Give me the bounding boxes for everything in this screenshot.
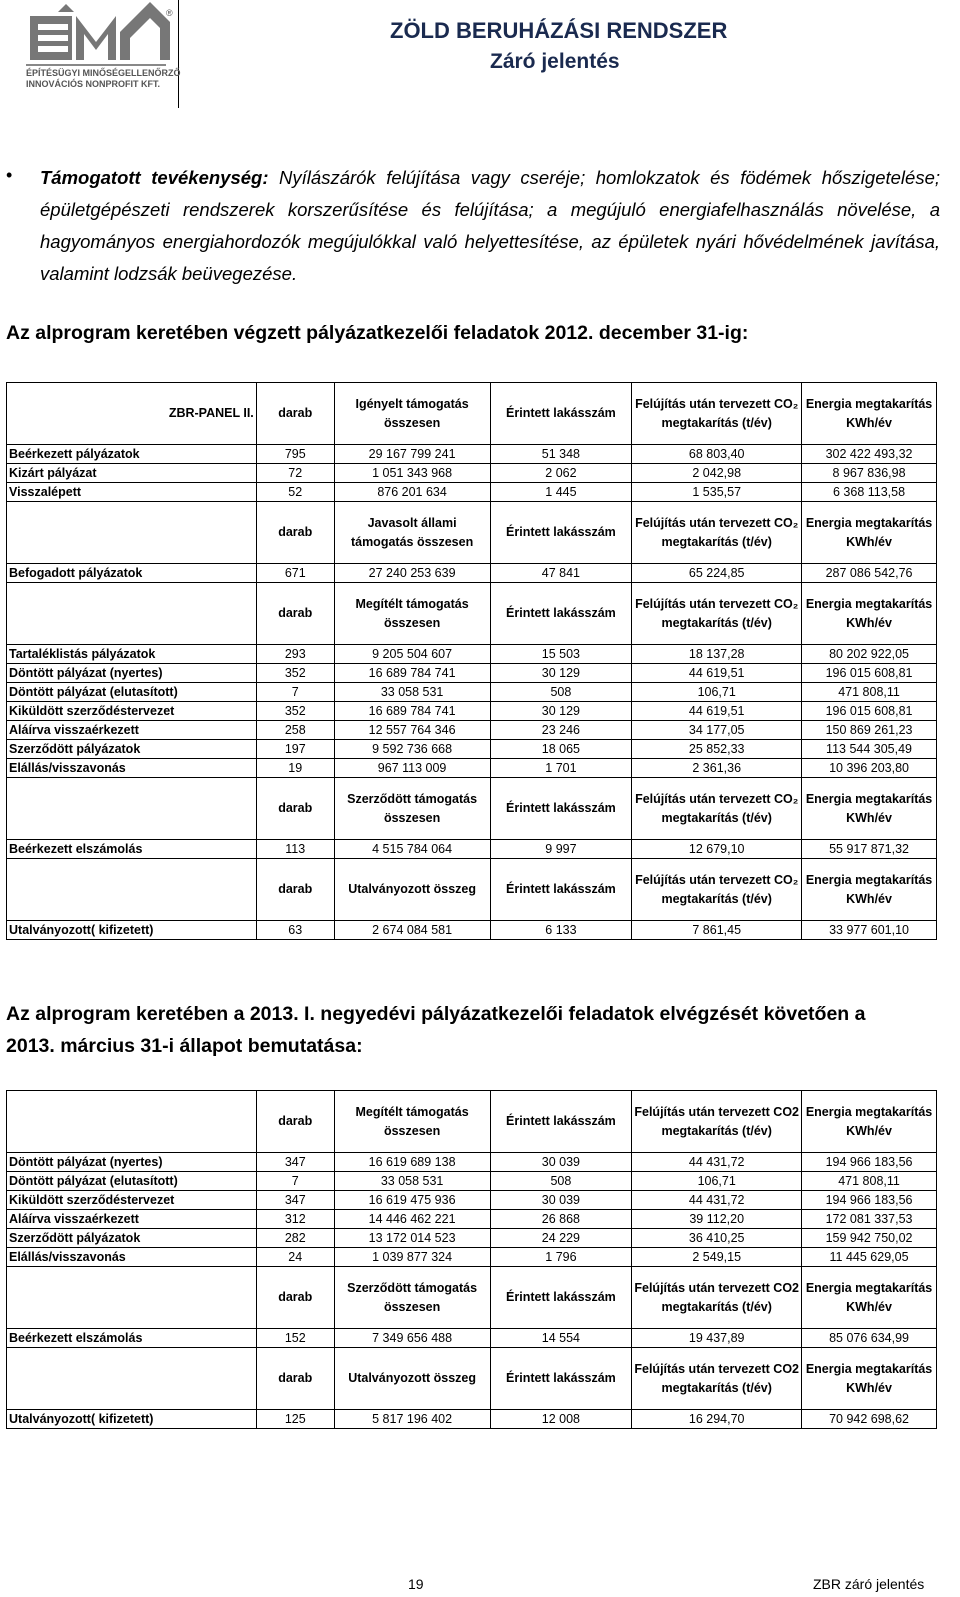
table-cell: 36 410,25 [632,1229,802,1248]
intro-bold: Támogatott tevékenység: [40,167,269,188]
table-row [7,1248,937,1267]
header-cell: Érintett lakásszám [490,1091,632,1153]
header-cell: Utalványozott összeg [334,859,490,921]
header-cell: Felújítás után tervezett CO₂ megtakarítás (t/év) [632,859,802,921]
row-label: Befogadott pályázatok [7,564,257,583]
table-cell: 347 [256,1191,334,1210]
table-cell: 1 701 [490,759,632,778]
table-row [7,445,937,464]
table-cell: 113 [256,840,334,859]
row-label: Utalványozott( kifizetett) [7,921,257,940]
table-cell: 19 437,89 [632,1329,802,1348]
row-label: Visszalépett [7,483,257,502]
table-cell: 65 224,85 [632,564,802,583]
table-cell: 2 042,98 [632,464,802,483]
table-cell: 72 [256,464,334,483]
table-row [7,683,937,702]
page-header [0,0,960,110]
table-cell: 30 039 [490,1153,632,1172]
header-cell: Felújítás után tervezett CO2 megtakarítás (t/év) [632,1267,802,1329]
table-row [7,840,937,859]
header-cell: Energia megtakarítás KWh/év [802,583,937,645]
table-cell: 11 445 629,05 [802,1248,937,1267]
table-cell: 967 113 009 [334,759,490,778]
header-cell: ZBR-PANEL II. [7,383,257,445]
table-row [7,702,937,721]
header-cell: Érintett lakásszám [490,583,632,645]
table-2012 [6,382,937,940]
header-cell: Érintett lakásszám [490,502,632,564]
table-header-row [7,583,937,645]
table-cell: 30 129 [490,702,632,721]
table-cell: 52 [256,483,334,502]
logo-line2: INNOVÁCIÓS NONPROFIT KFT. [26,79,161,89]
header-cell: darab [256,859,334,921]
table-cell: 671 [256,564,334,583]
table-cell: 14 554 [490,1329,632,1348]
header-cell: Energia megtakarítás KWh/év [802,859,937,921]
table-row [7,1172,937,1191]
table-cell: 106,71 [632,683,802,702]
intro-paragraph [40,162,940,290]
table-cell: 14 446 462 221 [334,1210,490,1229]
table-cell: 4 515 784 064 [334,840,490,859]
header-cell: darab [256,1348,334,1410]
table-cell: 150 869 261,23 [802,721,937,740]
table-cell: 9 205 504 607 [334,645,490,664]
table-cell: 30 129 [490,664,632,683]
table-row [7,664,937,683]
header-cell: Felújítás után tervezett CO2 megtakarítás (t/év) [632,1091,802,1153]
table-header-row [7,1091,937,1153]
table-header-row [7,383,937,445]
header-cell: Érintett lakásszám [490,1348,632,1410]
table-cell: 12 679,10 [632,840,802,859]
emi-logo-mark [30,2,170,64]
table-cell: 9 592 736 668 [334,740,490,759]
header-cell: Energia megtakarítás KWh/év [802,502,937,564]
header-cell: Energia megtakarítás KWh/év [802,1091,937,1153]
table-row [7,564,937,583]
table-row [7,759,937,778]
header-cell: Felújítás után tervezett CO₂ megtakarítás (t/év) [632,383,802,445]
table-cell: 196 015 608,81 [802,702,937,721]
registered-icon: ® [166,8,173,18]
table-cell: 6 133 [490,921,632,940]
section2-title: Az alprogram keretében a 2013. I. negyedévi pályázatkezelői feladatok elvégzését követően a 2013. március 31-i állapot bemutatása: [6,1003,866,1057]
header-cell: Energia megtakarítás KWh/év [802,383,937,445]
header-cell [7,502,257,564]
table-cell: 172 081 337,53 [802,1210,937,1229]
table-row [7,1329,937,1348]
header-cell: Javasolt állami támogatás összesen [334,502,490,564]
table-cell: 508 [490,1172,632,1191]
table-cell: 26 868 [490,1210,632,1229]
table-cell: 24 [256,1248,334,1267]
table-cell: 471 808,11 [802,683,937,702]
header-subtitle: Záró jelentés [490,50,620,73]
table-cell: 12 008 [490,1410,632,1429]
table-cell: 13 172 014 523 [334,1229,490,1248]
table-cell: 302 422 493,32 [802,445,937,464]
table-cell: 18 137,28 [632,645,802,664]
table-row [7,464,937,483]
table-cell: 508 [490,683,632,702]
table-cell: 39 112,20 [632,1210,802,1229]
row-label: Tartaléklistás pályázatok [7,645,257,664]
row-label: Szerződött pályázatok [7,740,257,759]
table-cell: 18 065 [490,740,632,759]
row-label: Aláírva visszaérkezett [7,1210,257,1229]
row-label: Elállás/visszavonás [7,1248,257,1267]
table-header-row [7,778,937,840]
table-cell: 85 076 634,99 [802,1329,937,1348]
header-cell: Érintett lakásszám [490,778,632,840]
header-cell: Megítélt támogatás összesen [334,583,490,645]
table-cell: 68 803,40 [632,445,802,464]
table-cell: 27 240 253 639 [334,564,490,583]
header-cell: darab [256,583,334,645]
table-cell: 6 368 113,58 [802,483,937,502]
table-row [7,1153,937,1172]
header-cell [7,778,257,840]
table-cell: 1 445 [490,483,632,502]
table-cell: 47 841 [490,564,632,583]
table-cell: 106,71 [632,1172,802,1191]
table-cell: 352 [256,702,334,721]
table-header-row [7,859,937,921]
header-cell: Felújítás után tervezett CO₂ megtakarítás (t/év) [632,502,802,564]
bullet-icon: • [6,165,13,185]
table-cell: 7 349 656 488 [334,1329,490,1348]
row-label: Kiküldött szerződéstervezet [7,702,257,721]
table-row [7,645,937,664]
table-cell: 152 [256,1329,334,1348]
table-cell: 16 619 689 138 [334,1153,490,1172]
table-cell: 16 689 784 741 [334,702,490,721]
table-cell: 51 348 [490,445,632,464]
header-cell [7,1091,257,1153]
table-cell: 70 942 698,62 [802,1410,937,1429]
header-cell: Energia megtakarítás KWh/év [802,778,937,840]
header-cell: Szerződött támogatás összesen [334,778,490,840]
table-cell: 7 [256,683,334,702]
table-cell: 197 [256,740,334,759]
table-row [7,1191,937,1210]
row-label: Döntött pályázat (elutasított) [7,1172,257,1191]
row-label: Elállás/visszavonás [7,759,257,778]
header-cell: Felújítás után tervezett CO₂ megtakarítás (t/év) [632,778,802,840]
table-cell: 2 674 084 581 [334,921,490,940]
table-cell: 113 544 305,49 [802,740,937,759]
header-cell: Megítélt támogatás összesen [334,1091,490,1153]
header-cell [7,583,257,645]
row-label: Aláírva visszaérkezett [7,721,257,740]
table-cell: 16 619 475 936 [334,1191,490,1210]
header-cell: darab [256,502,334,564]
table-header-row [7,1348,937,1410]
table-cell: 282 [256,1229,334,1248]
table-cell: 44 431,72 [632,1191,802,1210]
table-cell: 196 015 608,81 [802,664,937,683]
table-cell: 312 [256,1210,334,1229]
table-cell: 33 058 531 [334,683,490,702]
table-cell: 471 808,11 [802,1172,937,1191]
header-cell: Érintett lakásszám [490,383,632,445]
table-cell: 12 557 764 346 [334,721,490,740]
table-cell: 347 [256,1153,334,1172]
header-cell: Felújítás után tervezett CO₂ megtakarítás (t/év) [632,583,802,645]
table-row [7,721,937,740]
table-cell: 194 966 183,56 [802,1191,937,1210]
table-cell: 10 396 203,80 [802,759,937,778]
table-cell: 2 361,36 [632,759,802,778]
table-cell: 8 967 836,98 [802,464,937,483]
table-row [7,921,937,940]
table-cell: 44 619,51 [632,664,802,683]
table-cell: 194 966 183,56 [802,1153,937,1172]
table-cell: 7 861,45 [632,921,802,940]
row-label: Kiküldött szerződéstervezet [7,1191,257,1210]
table-cell: 23 246 [490,721,632,740]
page-number: 19 [408,1576,424,1592]
logo-line1: ÉPÍTÉSÜGYI MINŐSÉGELLENŐRZŐ [26,68,181,78]
table-cell: 80 202 922,05 [802,645,937,664]
table-cell: 44 431,72 [632,1153,802,1172]
table-cell: 795 [256,445,334,464]
table-header-row [7,1267,937,1329]
row-label: Beérkezett pályázatok [7,445,257,464]
header-cell: darab [256,1267,334,1329]
table-cell: 16 689 784 741 [334,664,490,683]
table-cell: 33 058 531 [334,1172,490,1191]
table-cell: 7 [256,1172,334,1191]
row-label: Kizárt pályázat [7,464,257,483]
header-cell: Érintett lakásszám [490,859,632,921]
table-cell: 44 619,51 [632,702,802,721]
emi-logo [20,0,179,108]
row-label: Döntött pályázat (nyertes) [7,664,257,683]
table-cell: 63 [256,921,334,940]
table-cell: 19 [256,759,334,778]
table-header-row [7,502,937,564]
header-cell: Energia megtakarítás KWh/év [802,1348,937,1410]
table-row [7,1210,937,1229]
header-title: ZÖLD BERUHÁZÁSI RENDSZER [390,18,728,43]
table-cell: 29 167 799 241 [334,445,490,464]
row-label: Utalványozott( kifizetett) [7,1410,257,1429]
table-row [7,740,937,759]
logo-divider [26,64,166,66]
table-cell: 30 039 [490,1191,632,1210]
table-cell: 5 817 196 402 [334,1410,490,1429]
table-row [7,1410,937,1429]
header-cell: Energia megtakarítás KWh/év [802,1267,937,1329]
logo-text [26,68,181,90]
header-cell: Szerződött támogatás összesen [334,1267,490,1329]
header-cell: Felújítás után tervezett CO2 megtakarítás (t/év) [632,1348,802,1410]
table-cell: 55 917 871,32 [802,840,937,859]
table-cell: 2 549,15 [632,1248,802,1267]
header-cell: Igényelt támogatás összesen [334,383,490,445]
table-cell: 24 229 [490,1229,632,1248]
table-cell: 1 039 877 324 [334,1248,490,1267]
header-cell: Utalványozott összeg [334,1348,490,1410]
table-cell: 287 086 542,76 [802,564,937,583]
table-cell: 15 503 [490,645,632,664]
header-cell [7,1267,257,1329]
section1-title: Az alprogram keretében végzett pályázatkezelői feladatok 2012. december 31-ig: [6,322,749,344]
row-label: Beérkezett elszámolás [7,1329,257,1348]
table-cell: 16 294,70 [632,1410,802,1429]
row-label: Döntött pályázat (elutasított) [7,683,257,702]
table-row [7,483,937,502]
header-cell [7,1348,257,1410]
header-cell: Érintett lakásszám [490,1267,632,1329]
intro-text: Nyílászárók felújítása vagy cseréje; homlokzatok és födémek hőszigetelése; épületgépészeti rendszerek korszerűsítése és felújítása; a megújuló energiafelhasználás növelése, a hagyományos energiahordozók megújulókkal való helyettesítése, az épületek nyári hővédelmének javítása, valamint lodzsák beüvegezése. [40,167,940,284]
table-cell: 33 977 601,10 [802,921,937,940]
table-cell: 34 177,05 [632,721,802,740]
table-cell: 1 796 [490,1248,632,1267]
header-cell: darab [256,1091,334,1153]
footer-doc-title: ZBR záró jelentés [813,1576,925,1592]
table-cell: 25 852,33 [632,740,802,759]
header-cell: darab [256,383,334,445]
table-cell: 125 [256,1410,334,1429]
table-cell: 352 [256,664,334,683]
table-cell: 258 [256,721,334,740]
table-row [7,1229,937,1248]
table-cell: 1 535,57 [632,483,802,502]
table-cell: 9 997 [490,840,632,859]
table-2013 [6,1090,937,1429]
table-cell: 876 201 634 [334,483,490,502]
header-cell [7,859,257,921]
table-cell: 293 [256,645,334,664]
row-label: Beérkezett elszámolás [7,840,257,859]
table-cell: 1 051 343 968 [334,464,490,483]
row-label: Szerződött pályázatok [7,1229,257,1248]
table-cell: 2 062 [490,464,632,483]
row-label: Döntött pályázat (nyertes) [7,1153,257,1172]
header-cell: darab [256,778,334,840]
table-cell: 159 942 750,02 [802,1229,937,1248]
